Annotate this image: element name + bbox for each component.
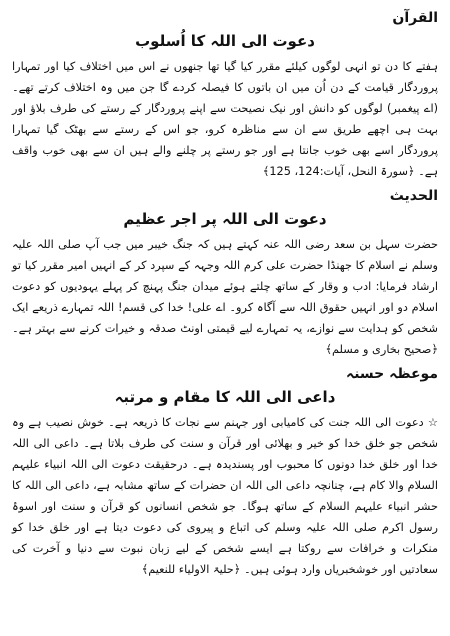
hadith-body: حضرت سہل بن سعد رضی اللہ عنہ کہتے ہیں کہ جنگ خیبر میں جب آپ صلی اللہ علیہ وسلم نے اسلام کا جھنڈا حضرت علی کرم اللہ وجہہ کے سپرد کر کے انہیں امیر مقرر کیا تو ارشاد فرمایا: ادب و وقار کے ساتھ چلتے ہوئے میدان جنگ پہنچ کر پہلے یہودیوں کو دعوت اسلام دو اور انہیں حقوق اللہ سے آگاہ کرو۔ اے علی! خدا کی قسم! اللہ تمہارے ذریعے ایک شخص کو ہدایت سے نوازے، یہ تمہارے لیے قیمتی اونٹ صدقہ و خیرات کرنے سے بہتر ہے۔ ﴿صحیح بخاری و مسلم﴾ bbox=[12, 238, 438, 356]
section-heading-mauiza: موعظہ حسنہ bbox=[346, 366, 438, 382]
mauiza-title: داعی الی اللہ کا مقام و مرتبہ bbox=[114, 388, 336, 406]
hadith-title: دعوت الی اللہ پر اجر عظیم bbox=[123, 210, 327, 228]
quran-body: ہفتے کا دن تو انہی لوگوں کیلئے مقرر کیا گیا تھا جنھوں نے اس میں اختلاف کیا اور تمہارا پروردگار قیامت کے دن اُن میں ان باتوں کا فیصلہ کردے گا جن میں وہ اختلاف کرتے تھے۔ (اے پیغمبر) لوگوں کو دانش اور نیک نصیحت سے اپنے پروردگار کے رستے کی طرف بلاؤ اور بہت ہی اچھے طریق سے ان سے مناظرہ کرو، جو اس کے رستے سے بھٹک گیا تمہارا پروردگار اسے بھی خوب جانتا ہے اور جو رستے پر چلنے والے ہیں ان سے بھی خوب واقف ہے۔ ﴿سورۃ النحل، آیات:124، 125﴾ bbox=[12, 60, 438, 178]
quran-title: دعوت الی اللہ کا اُسلوب bbox=[135, 32, 315, 50]
section-heading-quran: القرآن bbox=[392, 10, 438, 26]
mauiza-body: ☆ دعوت الی اللہ جنت کی کامیابی اور جہنم سے نجات کا ذریعہ ہے۔ خوش نصیب ہے وہ شخص جو خلق خدا کو خیر و بھلائی اور قرآن و سنت کی طرف بلاتا ہے۔ داعی الی اللہ خدا اور خلق خدا دونوں کا محبوب اور پسندیدہ ہے۔ درحقیقت دعوت الی اللہ انبیاء علیہم السلام والا کام ہے، چنانچہ داعی الی اللہ ان حضرات کے ساتھ مشابہ ہے، داعی الی اللہ کا حشر انبیاء علیہم السلام کے ساتھ ہوگا۔ جو شخص انسانوں کو قرآن و سنت اور اسوۂ رسول اکرم صلی اللہ علیہ وسلم کی اتباع و پیروی کی دعوت دیتا ہے اور خلق خدا کو منکرات و خرافات سے روکتا ہے ایسے شخص کے لیے زبان نبوت سے دنیا و آخرت کی سعادتیں اور خوشخبریاں وارد ہوئی ہیں۔ ﴿حلیۃ الاولیاء للنعیم﴾ bbox=[12, 416, 438, 576]
section-heading-hadith: الحدیث bbox=[389, 188, 438, 204]
